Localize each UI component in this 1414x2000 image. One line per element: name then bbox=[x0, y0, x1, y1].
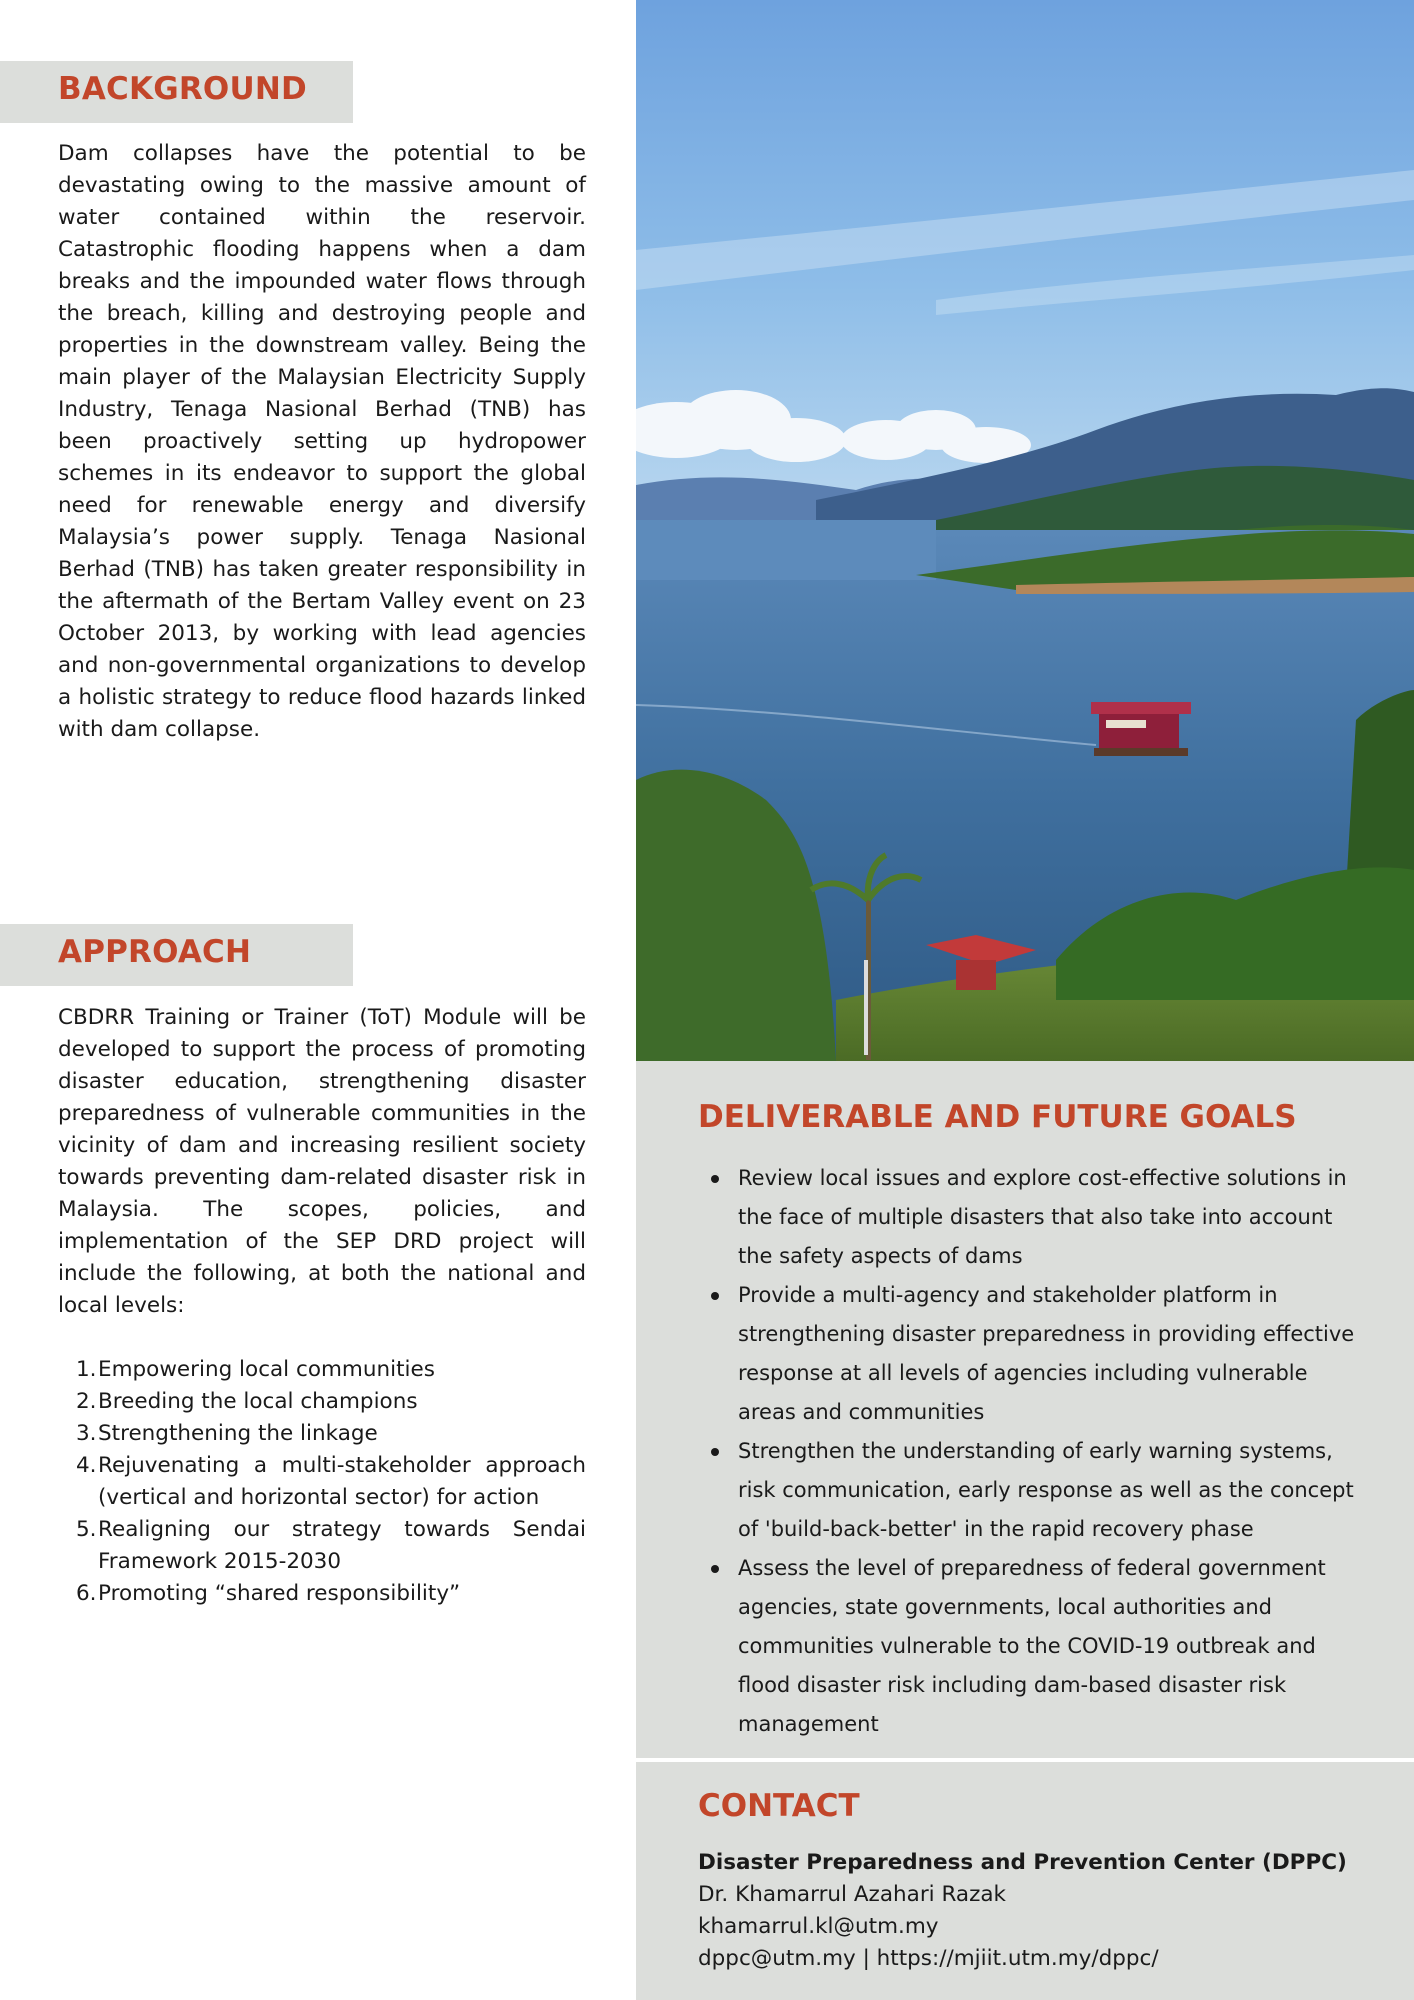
approach-heading-bar bbox=[0, 924, 353, 986]
list-item bbox=[698, 1549, 1358, 1744]
list-item-text: Promoting “shared responsibility” bbox=[98, 1581, 461, 1606]
contact-details bbox=[698, 1847, 1388, 1975]
list-item-number: 5. bbox=[76, 1517, 97, 1542]
list-item bbox=[58, 1386, 586, 1418]
contact-panel bbox=[636, 1762, 1414, 2000]
approach-list bbox=[58, 1354, 586, 1610]
bullet-icon bbox=[711, 1292, 719, 1300]
list-item-text: Empowering local communities bbox=[98, 1357, 435, 1382]
list-item-text: Breeding the local champions bbox=[98, 1389, 418, 1414]
contact-heading: CONTACT bbox=[698, 1788, 860, 1824]
list-item-text: Provide a multi-agency and stakeholder platform in strengthening disaster preparedness in providing effective response at all levels of agencies including vulnerable areas and communities bbox=[738, 1283, 1355, 1424]
background-heading-bar bbox=[0, 61, 353, 123]
list-item-number: 3. bbox=[76, 1421, 97, 1446]
list-item-text: Review local issues and explore cost-effective solutions in the face of multiple disasters that also take into account the safety aspects of dams bbox=[738, 1166, 1347, 1268]
list-item-number: 1. bbox=[76, 1357, 97, 1382]
list-item bbox=[58, 1450, 586, 1514]
contact-links[interactable]: dppc@utm.my | https://mjiit.utm.my/dppc/ bbox=[698, 1946, 1159, 1971]
list-item-number: 2. bbox=[76, 1389, 97, 1414]
list-item bbox=[58, 1578, 586, 1610]
list-item bbox=[58, 1514, 586, 1578]
contact-email[interactable]: khamarrul.kl@utm.my bbox=[698, 1914, 939, 1939]
list-item-text: Rejuvenating a multi-stakeholder approach (vertical and horizontal sector) for action bbox=[98, 1453, 586, 1510]
approach-heading: APPROACH bbox=[58, 934, 252, 970]
goals-heading: DELIVERABLE AND FUTURE GOALS bbox=[698, 1099, 1297, 1135]
list-item bbox=[698, 1432, 1358, 1549]
bullet-icon bbox=[711, 1448, 719, 1456]
approach-paragraph: CBDRR Training or Trainer (ToT) Module will be developed to support the process of promoting disaster education, strengthening disaster preparedness of vulnerable communities in the vicinity of dam and increasing resilient society towards preventing dam-related disaster risk in Malaysia. The scopes, policies, and implementation of the SEP DRD project will include the following, at both the national and local levels: bbox=[58, 1005, 586, 1318]
goals-panel bbox=[636, 1061, 1414, 1758]
list-item-number: 6. bbox=[76, 1581, 97, 1606]
bullet-icon bbox=[711, 1565, 719, 1573]
background-paragraph: Dam collapses have the potential to be devastating owing to the massive amount of water contained within the reservoir. Catastrophic flooding happens when a dam breaks and the impounded water flows through the breach, killing and destroying people and properties in the downstream valley. Being the main player of the Malaysian Electricity Supply Industry, Tenaga Nasional Berhad (TNB) has been proactively setting up hydropower schemes in its endeavor to support the global need for renewable energy and diversify Malaysia’s power supply. Tenaga Nasional Berhad (TNB) has taken greater responsibility in the aftermath of the Bertam Valley event on 23 October 2013, by working with lead agencies and non-governmental organizations to develop a holistic strategy to reduce flood hazards linked with dam collapse. bbox=[58, 141, 586, 742]
goals-list bbox=[698, 1159, 1358, 1744]
list-item-text: Realigning our strategy towards Sendai Framework 2015-2030 bbox=[98, 1517, 586, 1574]
list-item bbox=[58, 1418, 586, 1450]
list-item-text: Assess the level of preparedness of federal government agencies, state governments, local authorities and communities vulnerable to the COVID-19 outbreak and flood disaster risk including dam-based disaster risk management bbox=[738, 1556, 1326, 1736]
list-item bbox=[698, 1159, 1358, 1276]
right-column bbox=[636, 0, 1414, 2000]
left-column bbox=[0, 0, 636, 2000]
list-item bbox=[698, 1276, 1358, 1432]
lake-houseboat-photo bbox=[636, 0, 1414, 1061]
contact-person: Dr. Khamarrul Azahari Razak bbox=[698, 1882, 1007, 1907]
contact-organization: Disaster Preparedness and Prevention Center (DPPC) bbox=[698, 1850, 1347, 1875]
list-item-text: Strengthening the linkage bbox=[98, 1421, 378, 1446]
list-item bbox=[58, 1354, 586, 1386]
photo-illustration bbox=[636, 0, 1414, 1061]
list-item-text: Strengthen the understanding of early warning systems, risk communication, early response as well as the concept of 'build-back-better' in the rapid recovery phase bbox=[738, 1439, 1354, 1541]
list-item-number: 4. bbox=[76, 1453, 97, 1478]
bullet-icon bbox=[711, 1175, 719, 1183]
background-heading: BACKGROUND bbox=[58, 71, 307, 107]
